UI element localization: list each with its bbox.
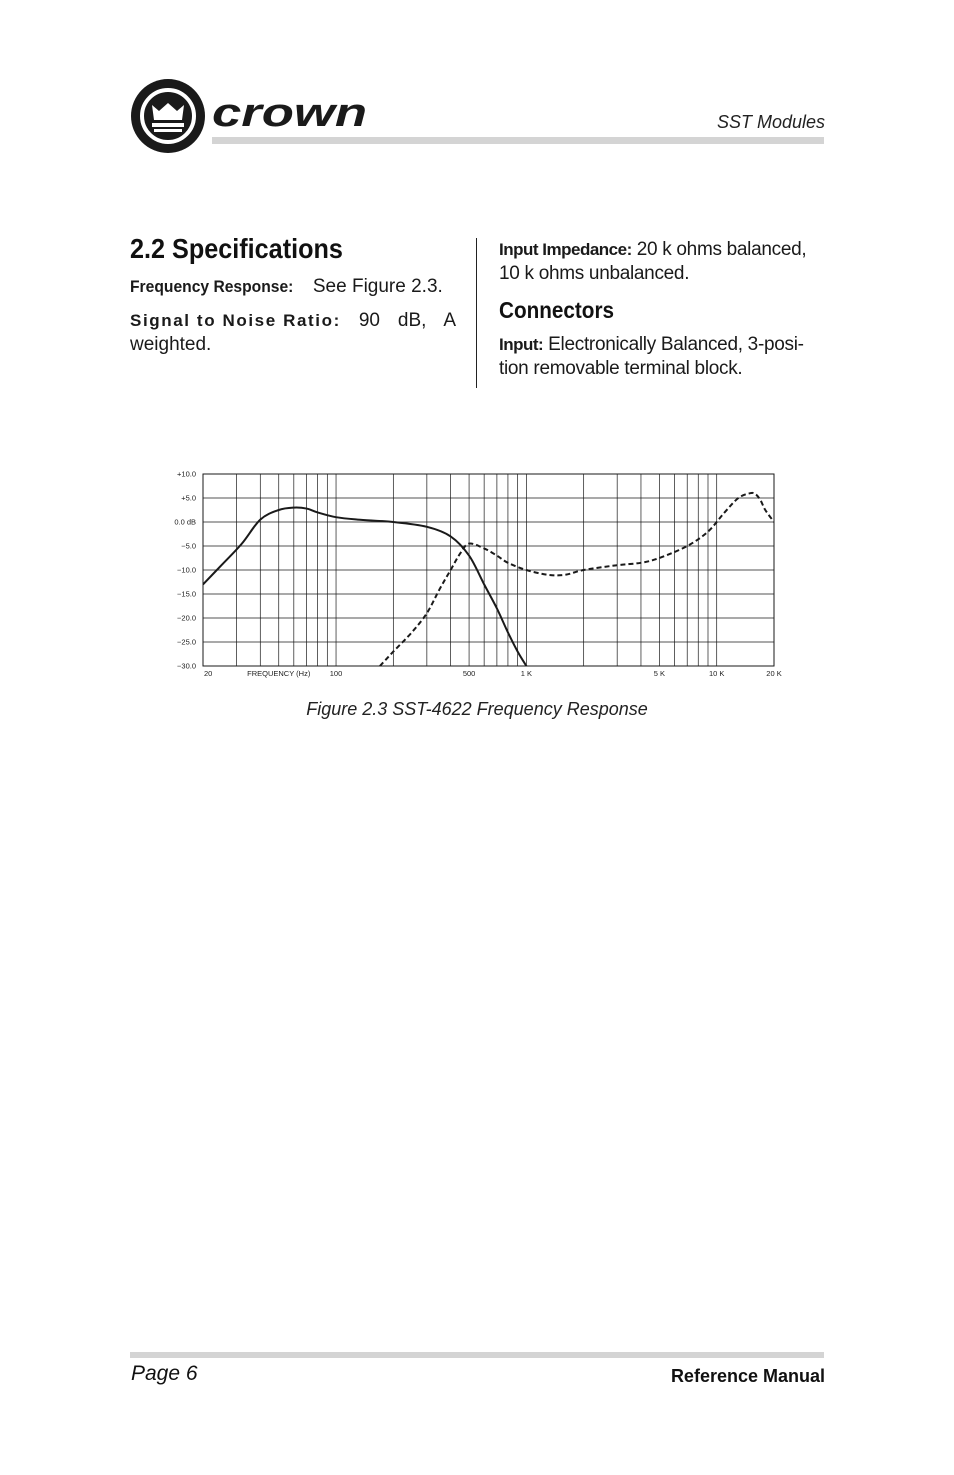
y-tick-label: +5.0 xyxy=(181,493,196,503)
spec-label: Input Impedance: xyxy=(499,240,632,259)
y-tick-label: −30.0 xyxy=(177,661,196,671)
spec-label: Input: xyxy=(499,335,544,354)
x-tick-label: 100 xyxy=(329,669,343,678)
connectors-heading: Connectors xyxy=(499,297,615,323)
y-tick-label: −10.0 xyxy=(177,565,196,575)
x-tick-label: 20 K xyxy=(766,669,782,678)
brand-wordmark xyxy=(210,96,370,132)
spec-frequency-response xyxy=(130,275,460,299)
crown-logo-emblem xyxy=(128,76,208,156)
svg-text:crown: crown xyxy=(212,96,367,132)
header-title: SST Modules xyxy=(716,112,825,132)
section-title: 2.2 Specifications xyxy=(130,233,343,264)
x-tick-label: 1 K xyxy=(520,669,533,678)
spec-input-impedance xyxy=(499,238,829,286)
spec-signal-to-noise xyxy=(130,309,456,357)
footer-rule xyxy=(130,1352,824,1358)
x-tick-label: 20 xyxy=(204,669,213,678)
y-tick-label: −25.0 xyxy=(177,637,196,647)
x-tick-label: 10 K xyxy=(708,669,725,678)
chart-grid xyxy=(203,474,774,666)
series-line-2 xyxy=(380,493,774,666)
spec-label: Signal to Noise Ratio: xyxy=(130,311,341,330)
spec-value: See Figure 2.3. xyxy=(307,276,443,297)
spec-label: Frequency Response: xyxy=(130,277,294,296)
figure-caption: Figure 2.3 SST-4622 Frequency Response xyxy=(306,699,648,719)
header-rule xyxy=(212,137,824,144)
x-axis-label: FREQUENCY (Hz) xyxy=(247,669,311,678)
y-tick-label: −5.0 xyxy=(181,541,196,551)
y-tick-label: 0.0 dB xyxy=(174,517,196,527)
spec-input-connector xyxy=(499,333,829,381)
crown-wordmark-icon xyxy=(210,96,370,132)
x-tick-label: 5 K xyxy=(653,669,666,678)
spec-value: 20 k ohms balanced, 10 k ohms unbalanced. xyxy=(499,239,807,284)
frequency-response-chart xyxy=(165,462,795,687)
y-tick-label: −20.0 xyxy=(177,613,196,623)
spec-value: 90 dB, A weighted. xyxy=(130,310,456,355)
crown-icon xyxy=(128,76,208,156)
spec-value: Electronically Balanced, 3-posi- tion removable terminal block. xyxy=(499,334,804,379)
x-tick-label: 500 xyxy=(462,669,476,678)
chart-series xyxy=(203,493,774,666)
column-divider xyxy=(476,238,477,388)
footer-title: Reference Manual xyxy=(670,1366,825,1386)
y-tick-label: −15.0 xyxy=(177,589,196,599)
y-tick-label: +10.0 xyxy=(177,469,196,479)
chart-svg xyxy=(165,462,795,687)
page-number: Page 6 xyxy=(131,1362,198,1385)
